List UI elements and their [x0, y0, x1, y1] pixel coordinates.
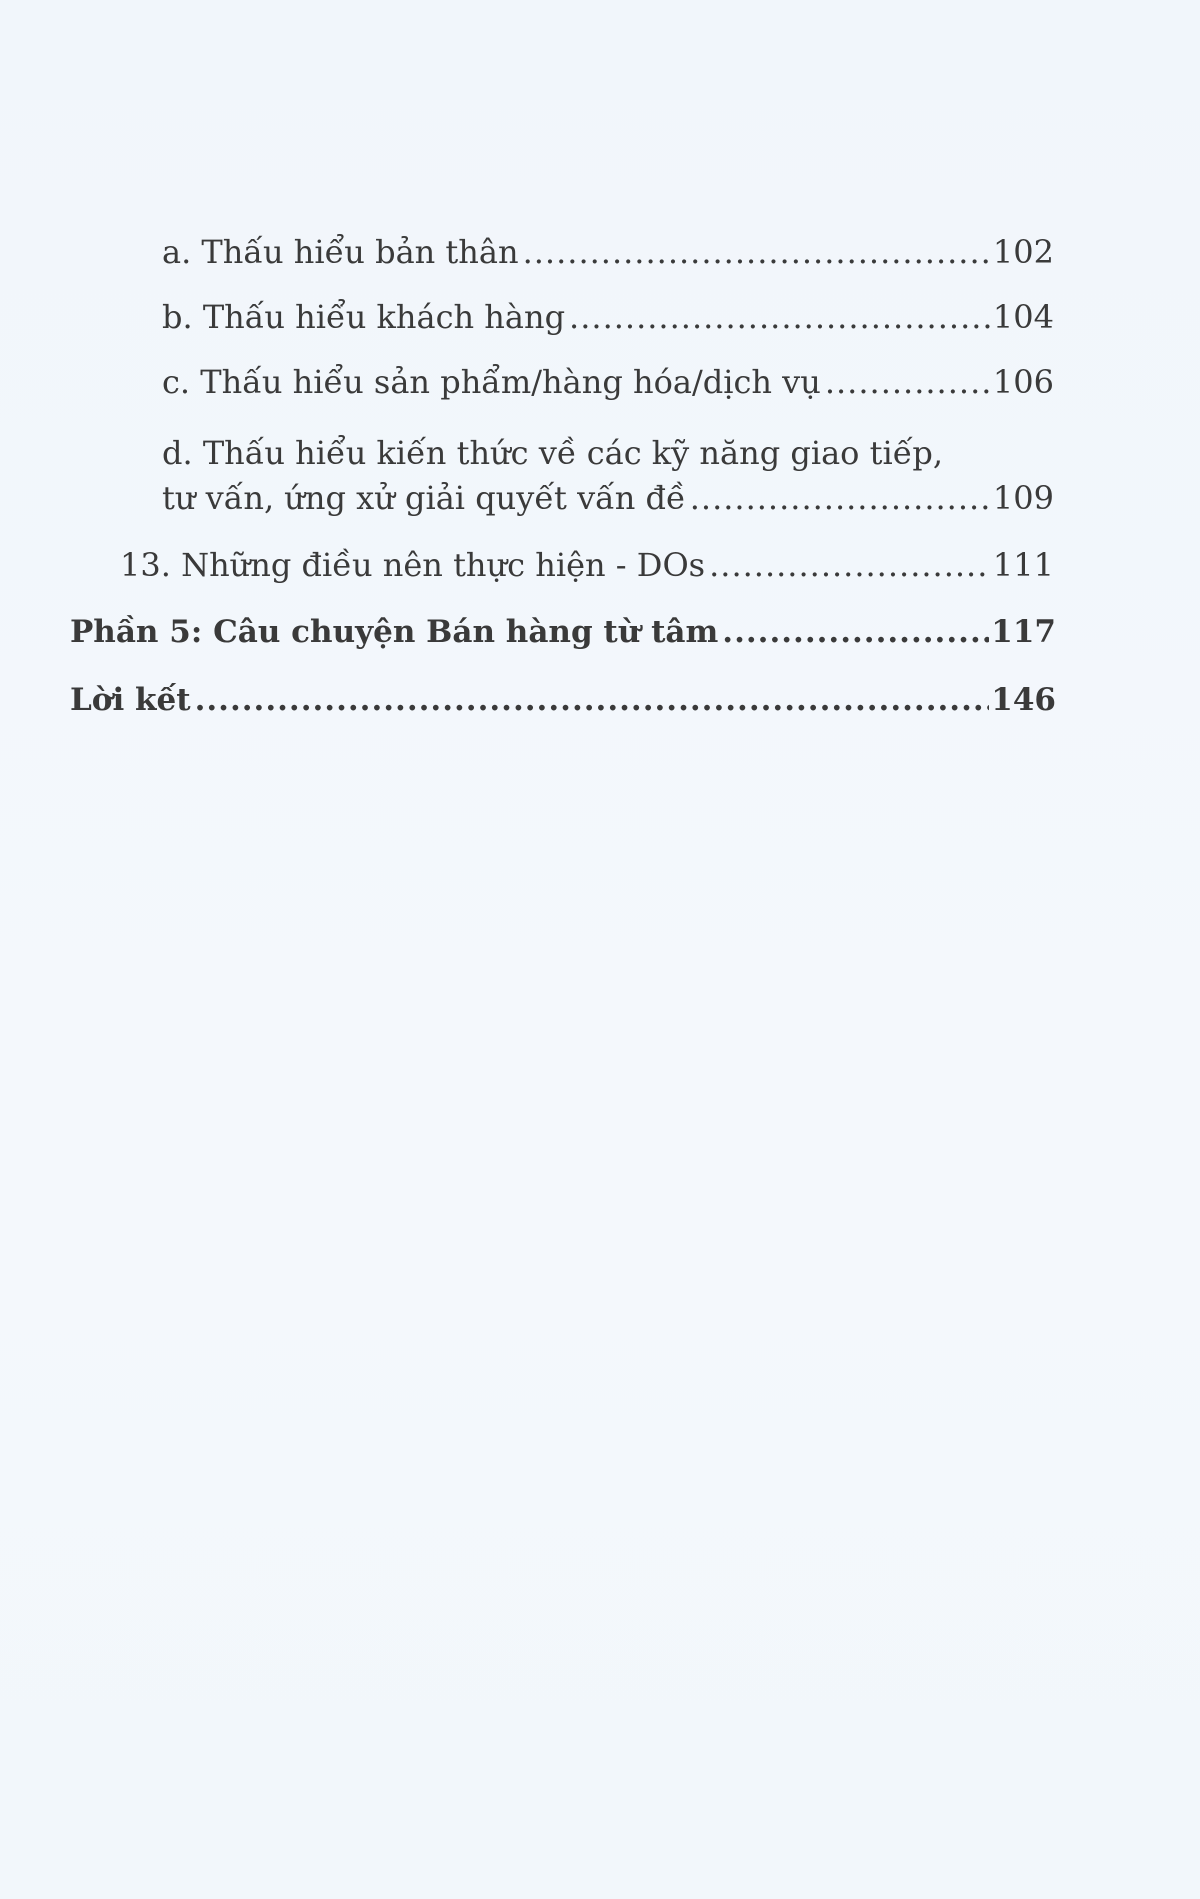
- toc-entry: [162, 478, 1054, 518]
- toc-entry: [162, 362, 1054, 402]
- toc-entry-page: 109: [992, 479, 1054, 517]
- dot-leader: [709, 545, 991, 585]
- toc-entry-label: Phần 5: Câu chuyện Bán hàng từ tâm: [70, 614, 719, 650]
- dot-leader: [523, 232, 991, 272]
- toc-entry-label: b. Thấu hiểu khách hàng: [162, 298, 566, 336]
- dot-leader: [722, 612, 989, 652]
- toc-entry: [70, 612, 1056, 652]
- toc-entry-label: Lời kết: [70, 682, 191, 718]
- toc-entry-label: a. Thấu hiểu bản thân: [162, 233, 519, 271]
- toc-entry-page: 102: [992, 233, 1054, 271]
- dot-leader: [569, 297, 991, 337]
- toc-entry-label: c. Thấu hiểu sản phẩm/hàng hóa/dịch vụ: [162, 363, 821, 401]
- toc-entry-label: tư vấn, ứng xử giải quyết vấn đề: [162, 479, 686, 517]
- toc-entry: [120, 545, 1054, 585]
- dot-leader: [195, 680, 990, 720]
- toc-entry-label-line1: d. Thấu hiểu kiến thức về các kỹ năng giao tiếp,: [162, 434, 944, 472]
- toc-entry: [70, 680, 1056, 720]
- toc-entry-label: 13. Những điều nên thực hiện - DOs: [120, 546, 706, 584]
- toc-entry: [162, 232, 1054, 272]
- toc-entry-page: 106: [992, 363, 1054, 401]
- dot-leader: [825, 362, 991, 402]
- dot-leader: [690, 478, 991, 518]
- toc-entry: [162, 297, 1054, 337]
- toc-entry-page: 104: [992, 298, 1054, 336]
- toc-entry-page: 111: [992, 546, 1054, 584]
- toc-entry-page: 117: [991, 614, 1056, 650]
- toc-entry-page: 146: [991, 682, 1056, 718]
